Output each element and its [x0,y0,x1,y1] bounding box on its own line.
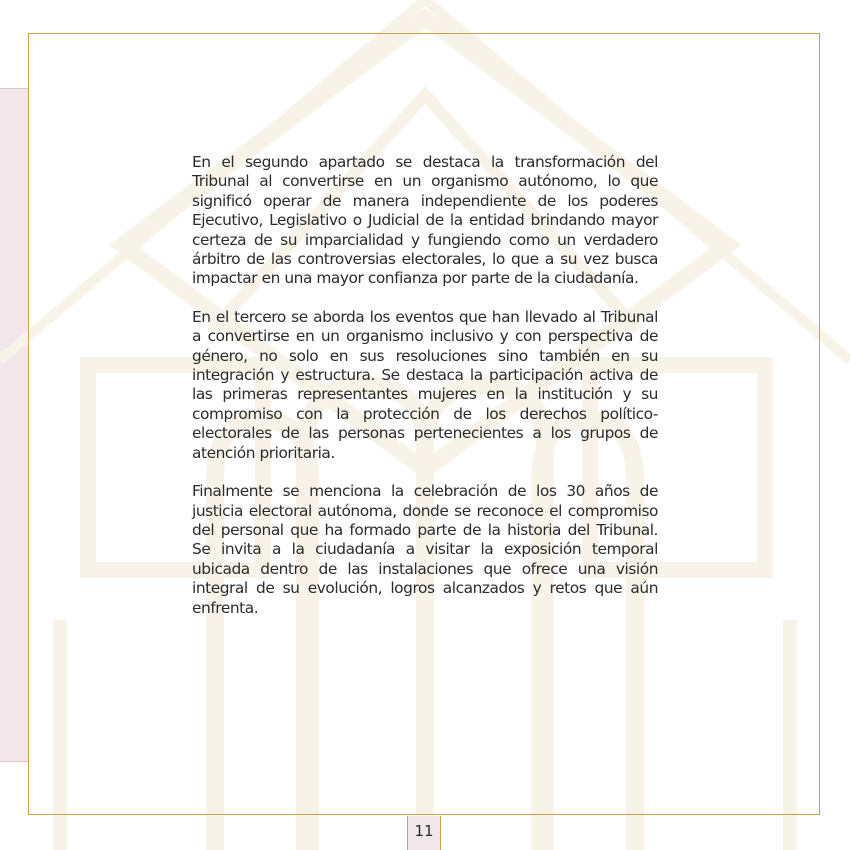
page-number [407,816,441,850]
paragraph-segundo-apartado: En el segundo apartado se destaca la transformación del Tribunal al convertirse en un organismo autónomo, lo que significó operar de manera independiente de los poderes Ejecutivo, Legislativo o Judicial de la entidad brindando mayor certeza de su imparcialidad y fungiendo como un verdadero árbitro de las controversias electorales, lo que a su vez busca impactar en una mayor confianza por parte de la ciudadanía. [192,153,658,288]
paragraph-tercero: En el tercero se aborda los eventos que han llevado al Tribunal a convertirse en un organismo inclusivo y con perspectiva de género, no solo en sus resoluciones sino también en su integración y estructura. Se destaca la participación activa de las primeras representantes mujeres en la institución y su compromiso con la protección de los derechos político-electorales de las personas pertenecientes a los grupos de atención prioritaria. [192,307,658,462]
paragraph-finalmente: Finalmente se menciona la celebración de los 30 años de justicia electoral autónoma, donde se reconoce el compromiso del personal que ha formado parte de la historia del Tribunal. Se invita a la ciudadanía a visitar la exposición temporal ubicada dentro de las instalaciones que ofrece una visión integral de su evolución, logros alcanzados y retos que aún enfrenta. [192,482,658,617]
page-number-label: 11 [414,822,434,840]
body-text [192,153,658,637]
